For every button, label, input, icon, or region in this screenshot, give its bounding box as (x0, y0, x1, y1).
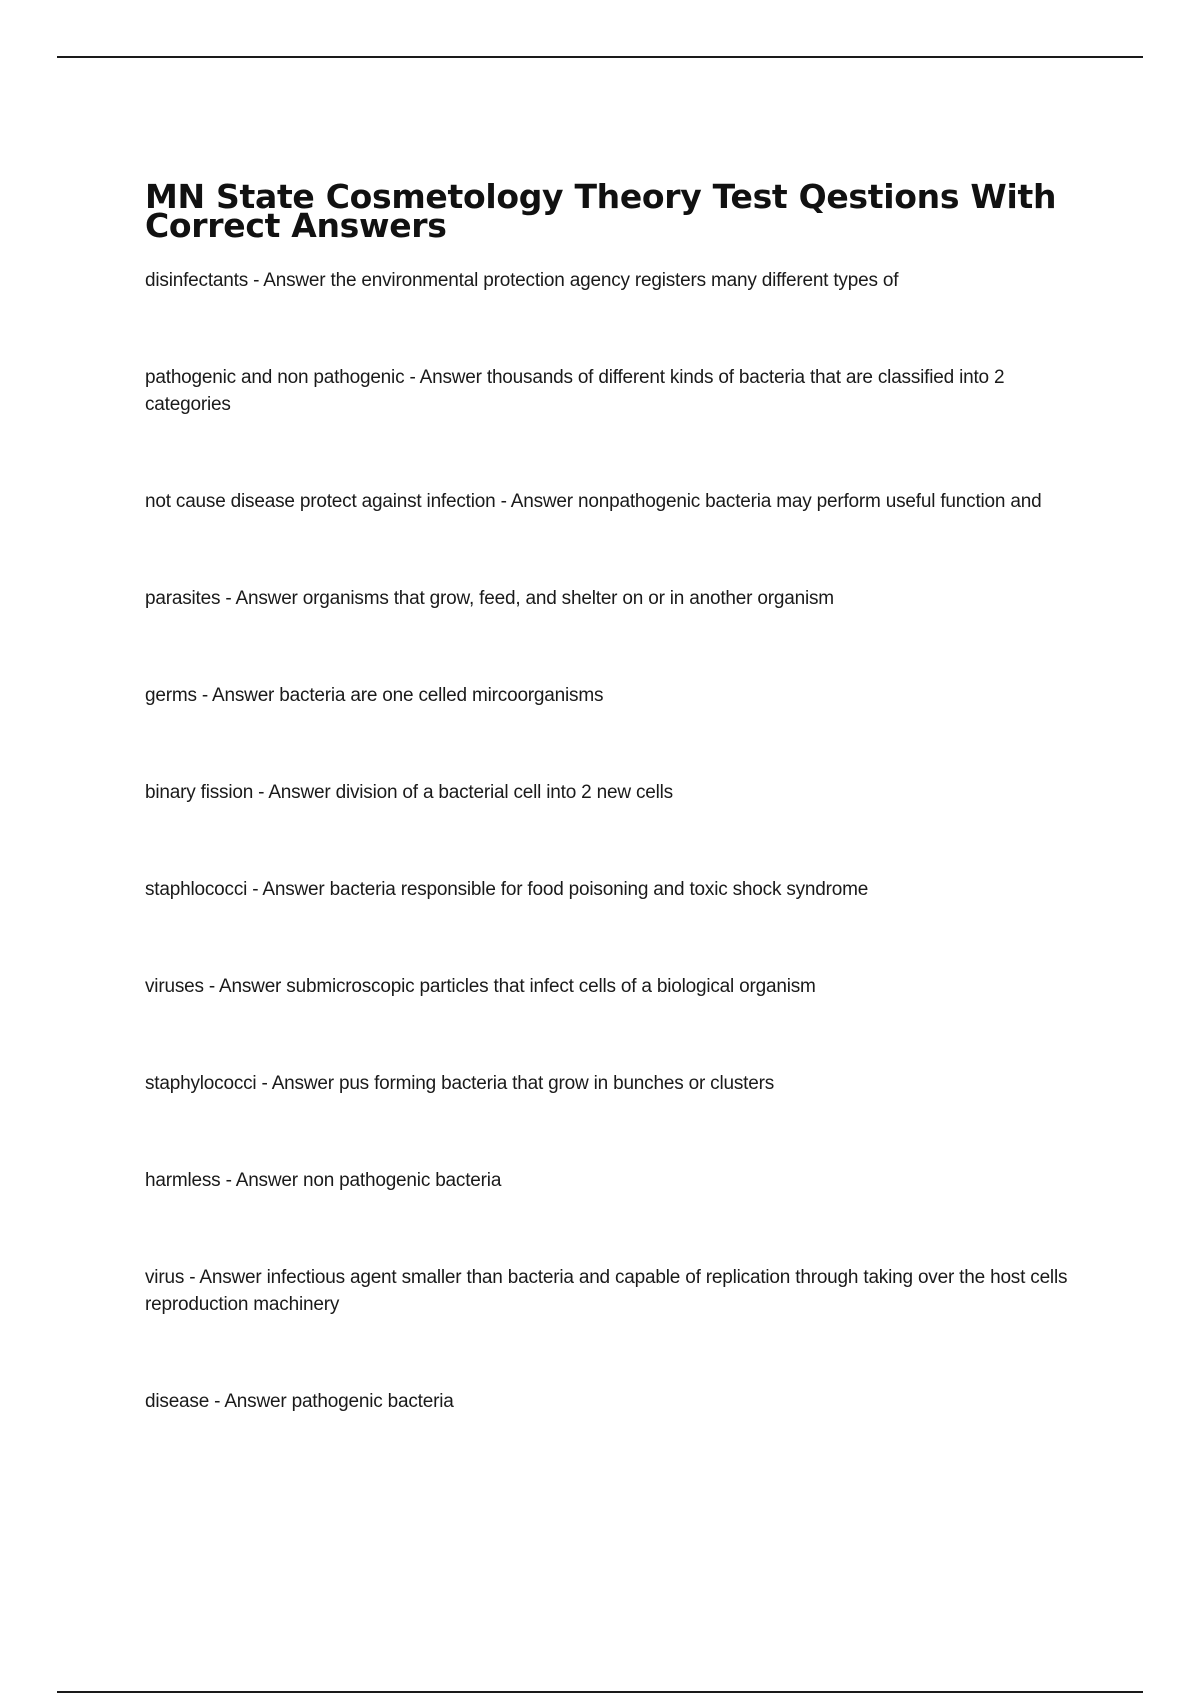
qa-list (145, 267, 1090, 1415)
qa-term: staphlococci (145, 879, 248, 900)
qa-separator: - Answer (220, 588, 303, 609)
qa-answer: bacteria responsible for food poisoning and toxic shock syndrome (329, 879, 869, 900)
qa-separator: - Answer (196, 685, 280, 706)
qa-item (145, 364, 1090, 418)
qa-term: disinfectants (145, 270, 249, 291)
document-title: MN State Cosmetology Theory Test Qestions With Correct Answers (145, 177, 1057, 245)
qa-separator: - Answer (220, 1170, 303, 1191)
qa-term: not cause disease protect against infection (145, 491, 496, 512)
qa-term: staphylococci (145, 1073, 257, 1094)
qa-separator: - Answer (203, 976, 287, 997)
qa-term: germs (145, 685, 197, 706)
footer-rule (57, 1691, 1143, 1693)
qa-term: binary fission (145, 782, 254, 803)
qa-answer: non pathogenic bacteria (302, 1170, 502, 1191)
qa-separator: - Answer (247, 879, 330, 900)
qa-term: parasites (145, 588, 221, 609)
qa-answer: bacteria are one celled mircoorganisms (279, 685, 604, 706)
qa-answer: infectious agent smaller than bacteria and capable of replication through taking over the host cells reproduction machinery (145, 1267, 1068, 1315)
qa-separator: - Answer (256, 1073, 339, 1094)
qa-separator: - Answer (209, 1391, 292, 1412)
qa-answer: organisms that grow, feed, and shelter on or in another organism (302, 588, 834, 609)
qa-item (145, 682, 1090, 709)
qa-item (145, 267, 1090, 294)
qa-term: pathogenic and non pathogenic (145, 367, 405, 388)
qa-item (145, 1167, 1090, 1194)
qa-separator: - Answer (495, 491, 579, 512)
qa-item (145, 1264, 1090, 1318)
qa-answer: submicroscopic particles that infect cells of a biological organism (286, 976, 816, 997)
qa-term: virus (145, 1267, 185, 1288)
qa-term: viruses (145, 976, 204, 997)
qa-item (145, 585, 1090, 612)
qa-answer: division of a bacterial cell into 2 new cells (335, 782, 673, 803)
qa-answer: the environmental protection agency registers many different types of (330, 270, 899, 291)
qa-item (145, 488, 1090, 515)
qa-item (145, 1388, 1090, 1415)
qa-item (145, 876, 1090, 903)
qa-item (145, 1070, 1090, 1097)
qa-separator: - Answer (253, 782, 336, 803)
qa-item (145, 973, 1090, 1000)
qa-term: harmless (145, 1170, 221, 1191)
qa-answer: thousands of different kinds of bacteria that are classified into 2 categories (145, 367, 1005, 415)
qa-term: disease (145, 1391, 210, 1412)
header-rule (57, 56, 1143, 58)
qa-separator: - Answer (404, 367, 487, 388)
qa-answer: pus forming bacteria that grow in bunches or clusters (338, 1073, 775, 1094)
document-body (145, 177, 1090, 1415)
qa-separator: - Answer (248, 270, 331, 291)
qa-answer: nonpathogenic bacteria may perform useful function and (578, 491, 1042, 512)
qa-answer: pathogenic bacteria (291, 1391, 454, 1412)
qa-item (145, 779, 1090, 806)
qa-separator: - Answer (184, 1267, 267, 1288)
